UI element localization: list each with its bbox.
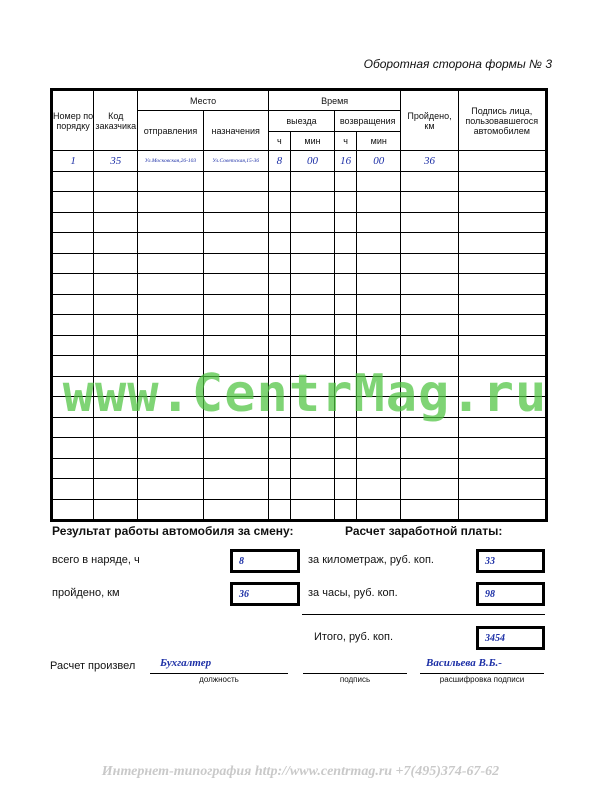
name-caption: расшифровка подписи xyxy=(439,675,525,684)
table-cell[interactable] xyxy=(290,171,334,192)
salary-heading: Расчет заработной платы: xyxy=(345,524,503,538)
table-cell[interactable] xyxy=(401,479,458,500)
table-cell[interactable] xyxy=(138,315,203,336)
cell-ret-minutes: 00 xyxy=(357,151,401,172)
header-place-from: отправления xyxy=(138,111,203,151)
table-cell[interactable] xyxy=(335,479,357,500)
table-cell[interactable] xyxy=(138,212,203,233)
table-cell[interactable] xyxy=(203,294,268,315)
table-cell[interactable] xyxy=(357,274,401,295)
table-cell[interactable] xyxy=(357,212,401,233)
table-cell[interactable] xyxy=(458,499,546,521)
name-line[interactable] xyxy=(420,673,544,674)
table-cell[interactable] xyxy=(203,274,268,295)
table-cell[interactable] xyxy=(268,479,290,500)
table-cell[interactable] xyxy=(268,274,290,295)
table-row xyxy=(52,499,547,521)
table-cell[interactable] xyxy=(268,315,290,336)
total-hours-label: всего в наряде, ч xyxy=(52,554,140,566)
form-title: Оборотная сторона формы № 3 xyxy=(363,57,552,71)
table-cell[interactable] xyxy=(458,233,546,254)
table-cell[interactable] xyxy=(357,315,401,336)
table-cell[interactable] xyxy=(401,212,458,233)
table-row xyxy=(52,171,547,192)
mileage-box[interactable] xyxy=(476,549,545,573)
table-cell[interactable] xyxy=(52,233,94,254)
total-value: 3454 xyxy=(485,633,505,644)
table-cell[interactable] xyxy=(335,274,357,295)
calculated-by-label: Расчет произвел xyxy=(50,660,136,672)
cell-dep-minutes: 00 xyxy=(290,151,334,172)
table-cell[interactable] xyxy=(458,171,546,192)
position-line[interactable] xyxy=(150,673,288,674)
table-cell[interactable] xyxy=(290,294,334,315)
table-cell[interactable] xyxy=(458,479,546,500)
table-row xyxy=(52,479,547,500)
table-cell[interactable] xyxy=(401,274,458,295)
hours-pay-label: за часы, руб. коп. xyxy=(308,587,398,599)
table-cell[interactable] xyxy=(401,499,458,521)
table-row xyxy=(52,192,547,213)
cell-to: Ул.Советская,15-36 xyxy=(203,151,268,172)
table-cell[interactable] xyxy=(203,192,268,213)
header-ret-hours: ч xyxy=(335,132,357,151)
table-cell[interactable] xyxy=(52,212,94,233)
distance-value: 36 xyxy=(239,589,249,600)
table-cell[interactable] xyxy=(290,212,334,233)
table-cell[interactable] xyxy=(290,335,334,356)
table-row xyxy=(52,315,547,336)
header-time: Время xyxy=(268,90,401,111)
table-row xyxy=(52,274,547,295)
trip-table xyxy=(50,88,548,522)
table-cell[interactable] xyxy=(458,335,546,356)
table-cell[interactable] xyxy=(52,192,94,213)
result-heading: Результат работы автомобиля за смену: xyxy=(52,524,294,538)
table-cell[interactable] xyxy=(203,212,268,233)
table-cell[interactable] xyxy=(94,294,138,315)
cell-from: Ул.Московская,26-103 xyxy=(138,151,203,172)
table-cell[interactable] xyxy=(138,294,203,315)
cell-ret-hours: 16 xyxy=(335,151,357,172)
table-cell[interactable] xyxy=(94,335,138,356)
header-place: Место xyxy=(138,90,269,111)
table-cell[interactable] xyxy=(290,458,334,479)
table-cell[interactable] xyxy=(138,335,203,356)
header-customer-code: Код заказчика xyxy=(94,90,138,151)
table-cell[interactable] xyxy=(335,294,357,315)
table-cell[interactable] xyxy=(138,458,203,479)
table-cell[interactable] xyxy=(401,315,458,336)
table-cell[interactable] xyxy=(94,212,138,233)
table-cell[interactable] xyxy=(357,294,401,315)
table-cell[interactable] xyxy=(203,438,268,459)
table-cell[interactable] xyxy=(268,212,290,233)
name-value: Васильева В.Б.- xyxy=(426,657,502,669)
table-cell[interactable] xyxy=(52,438,94,459)
table-cell[interactable] xyxy=(268,499,290,521)
table-cell[interactable] xyxy=(203,499,268,521)
table-cell[interactable] xyxy=(94,479,138,500)
table-cell[interactable] xyxy=(290,438,334,459)
table-cell[interactable] xyxy=(52,335,94,356)
header-dep-hours: ч xyxy=(268,132,290,151)
table-cell[interactable] xyxy=(138,253,203,274)
table-cell[interactable] xyxy=(94,192,138,213)
cell-dep-hours: 8 xyxy=(268,151,290,172)
mileage-value: 33 xyxy=(485,556,495,567)
table-row xyxy=(52,294,547,315)
header-signature: Подпись лица, пользовавшегося автомобилем xyxy=(458,90,546,151)
table-cell[interactable] xyxy=(335,315,357,336)
table-cell[interactable] xyxy=(458,212,546,233)
table-row xyxy=(52,335,547,356)
table-row xyxy=(52,438,547,459)
header-distance: Пройдено, км xyxy=(401,90,458,151)
table-cell[interactable] xyxy=(52,274,94,295)
table-cell[interactable] xyxy=(458,294,546,315)
table-cell[interactable] xyxy=(94,458,138,479)
distance-label: пройдено, км xyxy=(52,587,120,599)
table-cell[interactable] xyxy=(138,192,203,213)
header-number: Номер по порядку xyxy=(52,90,94,151)
table-cell[interactable] xyxy=(268,335,290,356)
header-ret-minutes: мин xyxy=(357,132,401,151)
header-departure: выезда xyxy=(268,111,334,132)
table-cell[interactable] xyxy=(401,438,458,459)
table-cell[interactable] xyxy=(335,192,357,213)
table-cell[interactable] xyxy=(94,499,138,521)
table-cell[interactable] xyxy=(458,315,546,336)
table-cell[interactable] xyxy=(94,171,138,192)
cell-number: 1 xyxy=(52,151,94,172)
table-cell[interactable] xyxy=(335,171,357,192)
table-cell[interactable] xyxy=(52,479,94,500)
table-cell[interactable] xyxy=(203,315,268,336)
table-cell[interactable] xyxy=(94,274,138,295)
table-cell[interactable] xyxy=(268,192,290,213)
header-place-to: назначения xyxy=(203,111,268,151)
table-cell[interactable] xyxy=(335,233,357,254)
cell-km: 36 xyxy=(401,151,458,172)
total-hours-box[interactable] xyxy=(230,549,300,573)
distance-box[interactable] xyxy=(230,582,300,606)
table-cell[interactable] xyxy=(138,274,203,295)
table-cell[interactable] xyxy=(94,315,138,336)
table-cell[interactable] xyxy=(203,335,268,356)
table-cell[interactable] xyxy=(290,274,334,295)
signature-caption: подпись xyxy=(339,675,371,684)
table-row xyxy=(52,458,547,479)
table-cell[interactable] xyxy=(94,253,138,274)
table-cell[interactable] xyxy=(94,233,138,254)
table-cell[interactable] xyxy=(458,458,546,479)
table-cell[interactable] xyxy=(290,499,334,521)
table-cell[interactable] xyxy=(357,479,401,500)
table-cell[interactable] xyxy=(203,233,268,254)
table-cell[interactable] xyxy=(357,458,401,479)
table-cell[interactable] xyxy=(290,479,334,500)
table-cell[interactable] xyxy=(268,294,290,315)
table-cell[interactable] xyxy=(52,315,94,336)
table-cell[interactable] xyxy=(401,253,458,274)
table-cell[interactable] xyxy=(203,458,268,479)
mileage-label: за километраж, руб. коп. xyxy=(308,554,434,566)
table-cell[interactable] xyxy=(203,171,268,192)
total-box[interactable] xyxy=(476,626,545,650)
footer-text: Интернет-типография http://www.centrmag.ru +7(495)374-67-62 xyxy=(101,764,500,779)
table-cell[interactable] xyxy=(357,171,401,192)
table-cell[interactable] xyxy=(138,233,203,254)
table-cell[interactable] xyxy=(268,233,290,254)
table-row xyxy=(52,233,547,254)
table-cell[interactable] xyxy=(335,499,357,521)
header-return: возвращения xyxy=(335,111,401,132)
cell-code: 35 xyxy=(94,151,138,172)
hours-pay-box[interactable] xyxy=(476,582,545,606)
total-label: Итого, руб. коп. xyxy=(314,631,394,643)
table-cell[interactable] xyxy=(335,212,357,233)
watermark: www.CentrMag.ru xyxy=(62,364,548,424)
table-cell[interactable] xyxy=(458,253,546,274)
position-value: Бухгалтер xyxy=(160,657,212,669)
table-cell[interactable] xyxy=(52,253,94,274)
table-cell[interactable] xyxy=(290,192,334,213)
signature-line[interactable] xyxy=(303,673,407,674)
table-cell[interactable] xyxy=(401,294,458,315)
table-cell[interactable] xyxy=(335,253,357,274)
table-cell[interactable] xyxy=(357,233,401,254)
table-cell[interactable] xyxy=(458,274,546,295)
table-cell[interactable] xyxy=(401,458,458,479)
table-cell[interactable] xyxy=(458,192,546,213)
table-cell[interactable] xyxy=(268,253,290,274)
table-cell[interactable] xyxy=(458,438,546,459)
total-hours-value: 8 xyxy=(239,556,244,567)
table-cell[interactable] xyxy=(268,438,290,459)
cell-signature xyxy=(458,151,546,172)
table-cell[interactable] xyxy=(52,499,94,521)
table-cell[interactable] xyxy=(138,499,203,521)
table-cell[interactable] xyxy=(52,171,94,192)
table-row xyxy=(52,151,547,172)
table-cell[interactable] xyxy=(357,499,401,521)
table-cell[interactable] xyxy=(335,335,357,356)
table-cell[interactable] xyxy=(401,192,458,213)
table-cell[interactable] xyxy=(357,253,401,274)
header-dep-minutes: мин xyxy=(290,132,334,151)
table-cell[interactable] xyxy=(290,253,334,274)
table-cell[interactable] xyxy=(203,253,268,274)
table-cell[interactable] xyxy=(357,335,401,356)
table-cell[interactable] xyxy=(138,479,203,500)
table-row xyxy=(52,212,547,233)
table-row xyxy=(52,253,547,274)
table-cell[interactable] xyxy=(290,315,334,336)
table-cell[interactable] xyxy=(52,294,94,315)
table-cell[interactable] xyxy=(401,171,458,192)
position-caption: должность xyxy=(199,675,239,684)
table-cell[interactable] xyxy=(401,233,458,254)
table-cell[interactable] xyxy=(357,438,401,459)
total-divider xyxy=(302,614,545,615)
table-cell[interactable] xyxy=(268,458,290,479)
table-cell[interactable] xyxy=(335,438,357,459)
table-cell[interactable] xyxy=(357,192,401,213)
table-cell[interactable] xyxy=(203,479,268,500)
table-cell[interactable] xyxy=(335,458,357,479)
table-cell[interactable] xyxy=(401,335,458,356)
table-cell[interactable] xyxy=(138,171,203,192)
hours-pay-value: 98 xyxy=(485,589,495,600)
table-cell[interactable] xyxy=(268,171,290,192)
table-cell[interactable] xyxy=(290,233,334,254)
table-cell[interactable] xyxy=(94,438,138,459)
table-cell[interactable] xyxy=(52,458,94,479)
table-cell[interactable] xyxy=(138,438,203,459)
